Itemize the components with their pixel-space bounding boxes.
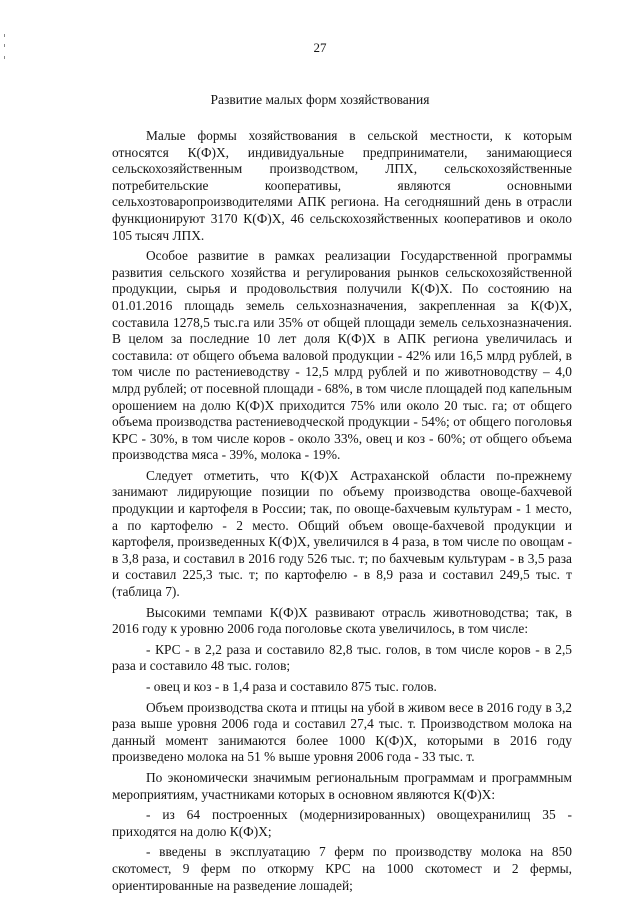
body-text xyxy=(112,128,572,898)
section-title: Развитие малых форм хозяйствования xyxy=(210,92,430,107)
paragraph: - из 64 построенных (модернизированных) овощехранилищ 35 - приходятся на долю К(Ф)Х; xyxy=(112,807,572,839)
page-number: 27 xyxy=(313,40,327,55)
scan-artifact xyxy=(4,56,5,59)
paragraph: Особое развитие в рамках реализации Государственной программы развития сельского хозяйства и регулирования рынков сельскохозяйственной продукции, сырья и продовольствия получили К(Ф)Х. По состоянию на 01.01.2016 площадь земель сельхозназначения, закрепленная за К(Ф)Х, составила 1278,5 тыс.га или 35% от общей площади земель сельхозназначения. В целом за последние 10 лет доля К(Ф)Х в АПК региона увеличилась и составила: от общего объема валовой продукции - 42% или 16,5 млрд рублей, в том числе по растениеводству - 12,5 млрд рублей и по животноводству – 4,0 млрд рублей; от посевной площади - 68%, в том числе площадей под капельным орошением на долю К(Ф)Х приходится 75% или около 20 тыс. га; от общего объема производства растениеводческой продукции - 54%; от общего поголовья КРС - 30%, в том числе коров - около 33%, овец и коз - 60%; от общего объема производства мяса - 39%, молока - 19%. xyxy=(112,248,572,463)
paragraph: Следует отметить, что К(Ф)Х Астраханской области по-прежнему занимают лидирующие позиции по объему производства овоще-бахчевой продукции и картофеля в России; так, по овоще-бахчевым культурам - 1 место, а по картофелю - 2 место. Общий объем овоще-бахчевой продукции и картофеля, произведенных К(Ф)Х, увеличился в 4 раза, в том числе по овощам - в 3,8 раза, и составил в 2016 году 526 тыс. т; по бахчевым культурам - в 3,5 раза и составил 225,3 тыс. т; по картофелю - в 8,9 раза и составил 249,5 тыс. т (таблица 7). xyxy=(112,467,572,600)
paragraph: По экономически значимым региональным программам и программным мероприятиям, участниками которых в основном являются К(Ф)Х: xyxy=(112,769,572,802)
paragraph: - введены в эксплуатацию 7 ферм по производству молока на 850 скотомест, 9 ферм по откорму КРС на 1000 скотомест и 2 фермы, ориентированные на разведение лошадей; xyxy=(112,844,572,893)
paragraph: - овец и коз - в 1,4 раза и составило 875 тыс. голов. xyxy=(146,679,437,694)
paragraph: - КРС - в 2,2 раза и составило 82,8 тыс. голов, в том числе коров - в 2,5 раза и составило 48 тыс. голов; xyxy=(112,641,572,674)
paragraph: Объем производства скота и птицы на убой в живом весе в 2016 году в 3,2 раза выше уровня 2006 года и составил 27,4 тыс. т. Производством молока на данный момент занимаются более 1000 К(Ф)Х, которыми в 2016 году произведено молока на 51 % выше уровня 2006 года - 33 тыс. т. xyxy=(112,699,572,765)
paragraph: Малые формы хозяйствования в сельской местности, к которым относятся К(Ф)Х, индивидуальные предприниматели, занимающиеся сельскохозяйственным производством, ЛПХ, сельскохозяйственные потребительские кооперативы, являются основными сельхозтоваропроизводителями АПК региона. На сегодняшний день в отрасли функционируют 3170 К(Ф)Х, 46 сельскохозяйственных кооперативов и около 105 тысяч ЛПХ. xyxy=(112,128,572,243)
paragraph: Высокими темпами К(Ф)Х развивают отрасль животноводства; так, в 2016 году к уровню 2006 года поголовье скота увеличилось, в том числе: xyxy=(112,604,572,637)
scan-artifact xyxy=(4,34,5,37)
